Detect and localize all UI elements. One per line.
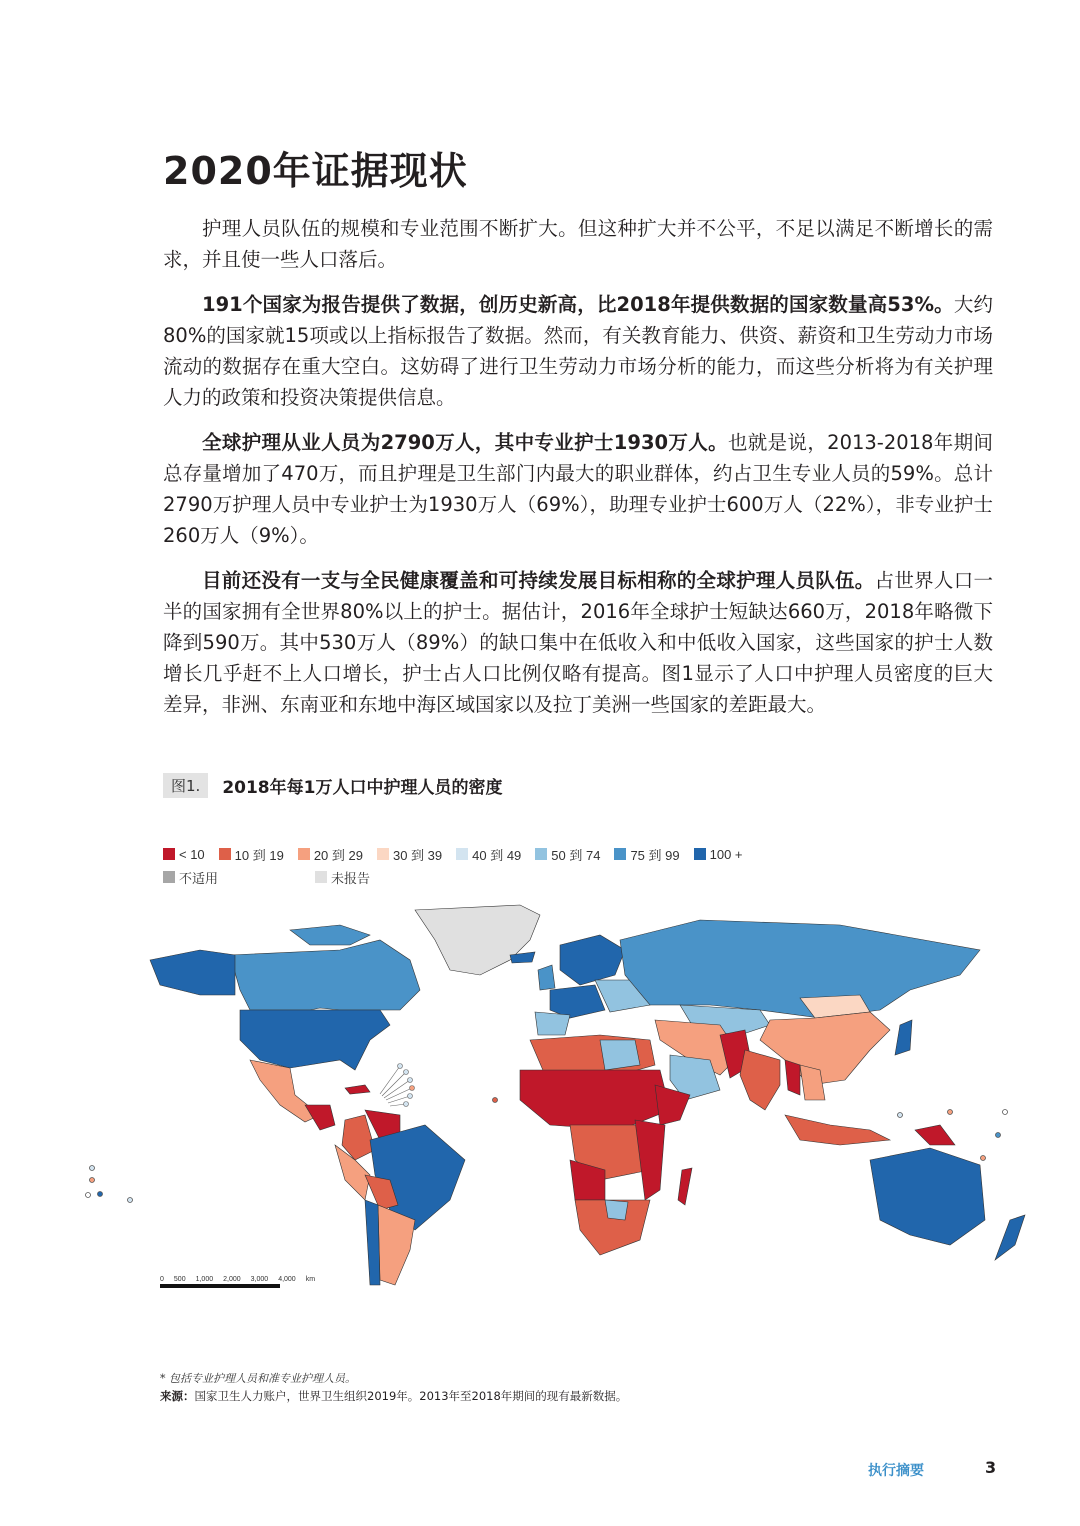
legend-swatch xyxy=(163,871,175,883)
world-map xyxy=(80,900,1040,1300)
region-canada-islands xyxy=(290,925,370,945)
region-new-zealand xyxy=(995,1215,1025,1260)
region-iberia xyxy=(535,1012,570,1035)
region-myanmar xyxy=(785,1060,800,1095)
paragraph xyxy=(163,427,993,551)
region-india xyxy=(740,1050,780,1110)
island-marker xyxy=(410,1086,415,1091)
region-caribbean xyxy=(345,1085,370,1094)
legend-swatch xyxy=(315,871,327,883)
island-marker xyxy=(90,1178,95,1183)
island-marker xyxy=(86,1193,91,1198)
island-marker xyxy=(948,1110,953,1115)
scale-tick-label: 0 xyxy=(160,1276,164,1283)
paragraph xyxy=(163,289,993,413)
paragraph-lead: 191个国家为报告提供了数据，创历史新高，比2018年提供数据的国家数量高53%。 xyxy=(202,293,954,316)
region-greenland xyxy=(415,905,540,975)
region-japan xyxy=(895,1020,912,1055)
island-marker xyxy=(398,1064,403,1069)
scale-bar-line xyxy=(160,1284,280,1288)
paragraph-body: 也就是说，2013-2018年期间总存量增加了470万，而且护理是卫生部门内最大的职业群体，约占卫生专业人员的59%。总计2790万护理人员中专业护士为1930万人（69%），助理专业护士600万人（22%），非专业护士260万人（9%）。 xyxy=(163,431,993,547)
island-marker xyxy=(404,1102,409,1107)
island-marker xyxy=(493,1098,498,1103)
legend-label: 75 到 99 xyxy=(630,847,680,863)
legend-item xyxy=(315,868,370,887)
island-marker xyxy=(90,1166,95,1171)
legend-swatch xyxy=(535,848,547,860)
legend-item xyxy=(163,847,205,862)
region-sahel xyxy=(520,1070,670,1130)
region-australia xyxy=(870,1148,985,1245)
region-uk xyxy=(538,965,555,990)
island-marker xyxy=(98,1192,103,1197)
region-colombia xyxy=(342,1115,375,1160)
legend-swatch xyxy=(219,848,231,860)
legend-label: 20 到 29 xyxy=(313,847,363,863)
region-canada xyxy=(230,940,420,1010)
paragraph xyxy=(163,565,993,720)
paragraph-body: 占世界人口一半的国家拥有全世界80%以上的护士。据估计，2016年全球护士短缺达660万，2018年略微下降到590万。其中530万人（89%）的缺口集中在低收入和中低收入国家，这些国家的护士人数增长几乎赶不上人口增长，护士占人口比例仅略有提高。图1显示了人口中护理人员密度的巨大差异，非洲、东南亚和东地中海区域国家以及拉丁美洲一些国家的差距最大。 xyxy=(163,569,993,716)
region-indonesia xyxy=(785,1115,890,1145)
map-scale-bar xyxy=(160,1276,315,1288)
scale-unit: km xyxy=(305,1276,316,1283)
page-number: 3 xyxy=(985,1458,997,1477)
legend-label: < 10 xyxy=(179,846,205,862)
paragraph xyxy=(163,213,993,275)
legend-label: 10 到 19 xyxy=(234,847,284,863)
legend-item xyxy=(219,845,284,864)
legend-item xyxy=(535,845,600,864)
legend-swatch xyxy=(163,848,175,860)
legend-item xyxy=(377,845,442,864)
island-marker xyxy=(408,1094,413,1099)
scale-tick-label: 500 xyxy=(173,1276,186,1283)
island-marker xyxy=(404,1070,409,1075)
island-marker xyxy=(1003,1110,1008,1115)
figure-label: 图1. xyxy=(163,773,208,798)
region-alaska xyxy=(150,950,235,995)
scale-tick-label: 4,000 xyxy=(278,1276,296,1283)
region-libya xyxy=(600,1040,640,1070)
region-russia xyxy=(620,920,980,1018)
legend-swatch xyxy=(377,848,389,860)
legend-label: 40 到 49 xyxy=(472,847,522,863)
region-western-europe xyxy=(550,985,605,1018)
legend-swatch xyxy=(298,848,310,860)
region-chile xyxy=(365,1200,380,1285)
region-png xyxy=(915,1125,955,1145)
scale-tick-label: 2,000 xyxy=(223,1276,241,1283)
island-marker xyxy=(128,1198,133,1203)
source-label: 来源： xyxy=(160,1389,195,1403)
paragraph-body: 护理人员队伍的规模和专业范围不断扩大。但这种扩大并不公平，不足以满足不断增长的需求，并且使一些人口落后。 xyxy=(163,217,993,271)
legend-label: 30 到 39 xyxy=(392,847,443,863)
legend-item xyxy=(298,845,363,864)
paragraph-lead: 全球护理从业人员为2790万人，其中专业护士1930万人。 xyxy=(202,431,728,454)
region-northern-europe xyxy=(560,935,625,985)
map-legend xyxy=(163,844,757,890)
footer-section-title: 执行摘要 xyxy=(868,1463,924,1479)
legend-item xyxy=(163,868,301,887)
legend-item xyxy=(614,845,679,864)
region-usa xyxy=(240,1010,390,1070)
source-note xyxy=(160,1388,627,1404)
island-marker xyxy=(408,1078,413,1083)
figure-title: 2018年每1万人口中护理人员的密度 xyxy=(222,777,503,798)
body-text xyxy=(163,213,993,734)
scale-tick-label: 3,000 xyxy=(250,1276,269,1283)
legend-swatch xyxy=(456,848,468,860)
island-marker xyxy=(996,1133,1001,1138)
paragraph-body: 大约80%的国家就15项或以上指标报告了数据。然而，有关教育能力、供资、薪资和卫生劳动力市场流动的数据存在重大空白。这妨碍了进行卫生劳动力市场分析的能力，而这些分析将为有关护理人力的政策和投资决策提供信息。 xyxy=(163,293,993,409)
legend-swatch xyxy=(614,848,626,860)
region-madagascar xyxy=(678,1168,692,1205)
legend-item xyxy=(456,845,521,864)
island-marker xyxy=(981,1156,986,1161)
legend-label: 100 + xyxy=(709,846,743,862)
footnote: * 包括专业护理人员和准专业护理人员。 xyxy=(160,1372,356,1385)
legend-label: 50 到 74 xyxy=(551,847,601,863)
legend-label: 不适用 xyxy=(179,870,219,886)
source-text: 国家卫生人力账户，世界卫生组织2019年。2013年至2018年期间的现有最新数据。 xyxy=(194,1389,628,1403)
page-title: 2020年证据现状 xyxy=(163,149,468,193)
region-botswana xyxy=(605,1200,628,1220)
legend-label: 未报告 xyxy=(331,870,371,886)
scale-tick-label: 1,000 xyxy=(195,1276,214,1283)
figure-caption xyxy=(163,770,502,800)
legend-swatch xyxy=(694,848,706,860)
paragraph-lead: 目前还没有一支与全民健康覆盖和可持续发展目标相称的全球护理人员队伍。 xyxy=(202,569,875,592)
island-marker xyxy=(898,1113,903,1118)
legend-item xyxy=(694,847,743,862)
